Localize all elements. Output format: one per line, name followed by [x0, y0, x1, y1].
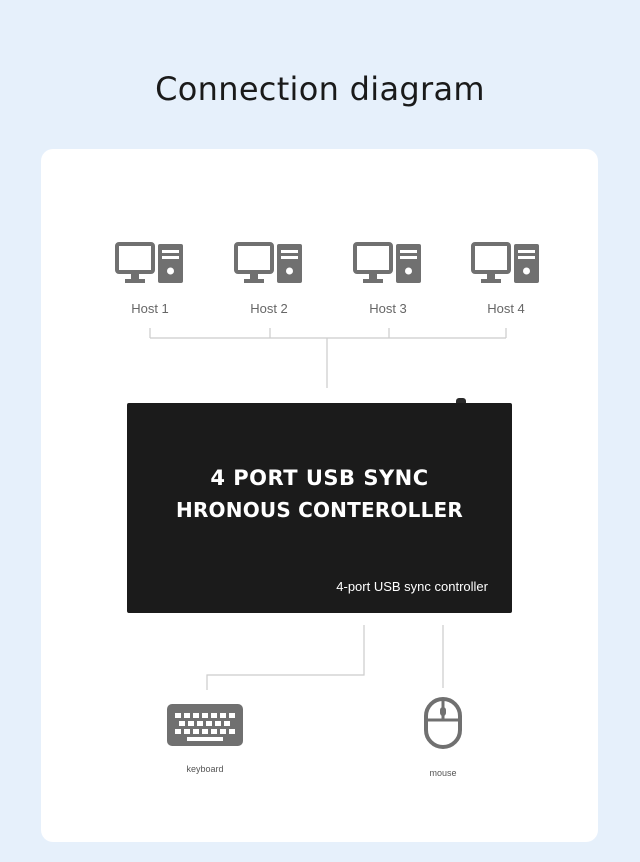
computer-icon	[114, 241, 186, 285]
usb-sync-controller	[127, 403, 512, 613]
host-4-label: Host 4	[487, 301, 525, 316]
computer-icon	[470, 241, 542, 285]
computer-icon	[352, 241, 424, 285]
device-subtitle: 4-port USB sync controller	[336, 579, 488, 594]
keyboard	[160, 702, 250, 774]
host-3-label: Host 3	[369, 301, 407, 316]
host-4	[466, 241, 546, 316]
host-1-label: Host 1	[131, 301, 169, 316]
mouse-icon	[423, 696, 463, 750]
host-1	[110, 241, 190, 316]
host-2-label: Host 2	[250, 301, 288, 316]
host-2	[229, 241, 309, 316]
mouse	[413, 696, 473, 778]
device-title-line2: HRONOUS CONTEROLLER	[176, 498, 463, 522]
host-3	[348, 241, 428, 316]
page-title: Connection diagram	[155, 70, 485, 108]
computer-icon	[233, 241, 305, 285]
mouse-label: mouse	[429, 768, 457, 778]
keyboard-label: keyboard	[186, 764, 224, 774]
device-title-line1: 4 PORT USB SYNC	[210, 466, 429, 490]
keyboard-icon	[165, 702, 245, 748]
keyboard-line	[207, 625, 364, 690]
